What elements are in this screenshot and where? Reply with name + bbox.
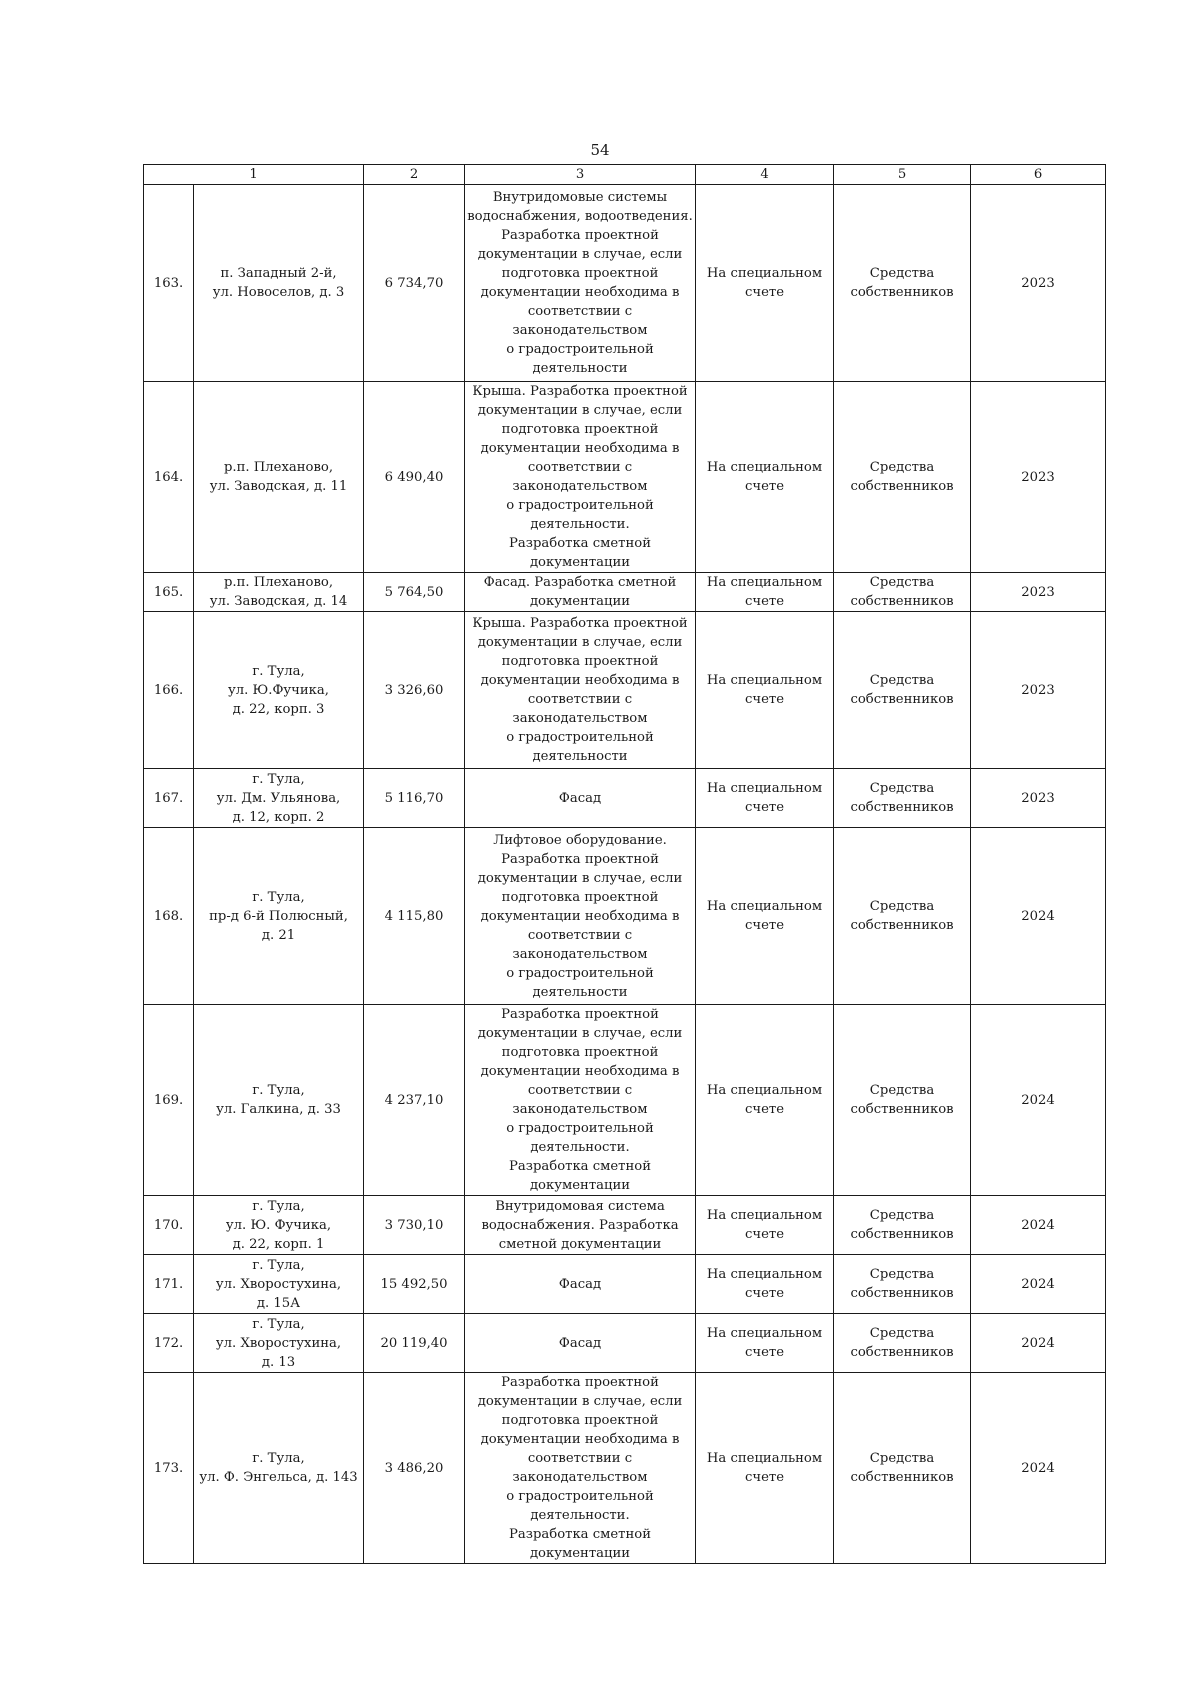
address-cell: г. Тула, ул. Галкина, д. 33 [194,1005,364,1196]
area-cell: 6 734,70 [364,185,465,382]
work-type-cell: Фасад. Разработка сметной документации [465,573,696,612]
funding-source-cell: Средства собственников [834,1196,971,1255]
work-type-cell: Крыша. Разработка проектной документации в случае, если подготовка проектной документации необходима в соответствии с законодательством о градостроительной деятельности [465,612,696,769]
table-row [144,1255,1106,1314]
address-cell: г. Тула, пр-д 6-й Полюсный, д. 21 [194,828,364,1005]
funding-account-cell: На специальном счете [696,1255,834,1314]
page-number: 54 [590,141,610,159]
funding-source-cell: Средства собственников [834,769,971,828]
work-type-cell: Лифтовое оборудование. Разработка проектной документации в случае, если подготовка проектной документации необходима в соответствии с законодательством о градостроительной деятельности [465,828,696,1005]
year-cell: 2023 [971,612,1106,769]
table-row [144,185,1106,382]
funding-source-cell: Средства собственников [834,185,971,382]
address-cell: г. Тула, ул. Ю. Фучика, д. 22, корп. 1 [194,1196,364,1255]
funding-account-cell: На специальном счете [696,1005,834,1196]
area-cell: 6 490,40 [364,382,465,573]
work-type-cell: Разработка проектной документации в случае, если подготовка проектной документации необходима в соответствии с законодательством о градостроительной деятельности. Разработка сметной документации [465,1005,696,1196]
year-cell: 2024 [971,828,1106,1005]
address-cell: р.п. Плеханово, ул. Заводская, д. 14 [194,573,364,612]
year-cell: 2024 [971,1005,1106,1196]
column-header-6: 6 [971,165,1106,185]
funding-source-cell: Средства собственников [834,1314,971,1373]
table-row [144,1314,1106,1373]
funding-account-cell: На специальном счете [696,612,834,769]
funding-account-cell: На специальном счете [696,1314,834,1373]
column-header-2: 2 [364,165,465,185]
funding-source-cell: Средства собственников [834,1373,971,1564]
table-row [144,1196,1106,1255]
row-number-cell: 170. [144,1196,194,1255]
address-cell: г. Тула, ул. Дм. Ульянова, д. 12, корп. 2 [194,769,364,828]
year-cell: 2024 [971,1373,1106,1564]
funding-account-cell: На специальном счете [696,382,834,573]
area-cell: 4 115,80 [364,828,465,1005]
table-row [144,769,1106,828]
work-type-cell: Фасад [465,1314,696,1373]
column-header-4: 4 [696,165,834,185]
row-number-cell: 173. [144,1373,194,1564]
work-type-cell: Крыша. Разработка проектной документации в случае, если подготовка проектной документации необходима в соответствии с законодательством о градостроительной деятельности. Разработка сметной документации [465,382,696,573]
column-header-5: 5 [834,165,971,185]
year-cell: 2024 [971,1196,1106,1255]
funding-source-cell: Средства собственников [834,1005,971,1196]
row-number-cell: 163. [144,185,194,382]
row-number-cell: 166. [144,612,194,769]
area-cell: 15 492,50 [364,1255,465,1314]
year-cell: 2023 [971,573,1106,612]
table-row [144,573,1106,612]
row-number-cell: 168. [144,828,194,1005]
capital-repair-table [143,164,1106,1564]
area-cell: 5 116,70 [364,769,465,828]
table-row [144,1373,1106,1564]
address-cell: г. Тула, ул. Хворостухина, д. 15А [194,1255,364,1314]
funding-account-cell: На специальном счете [696,1373,834,1564]
address-cell: г. Тула, ул. Ю.Фучика, д. 22, корп. 3 [194,612,364,769]
work-type-cell: Внутридомовые системы водоснабжения, водоотведения. Разработка проектной документации в случае, если подготовка проектной документации необходима в соответствии с законодательством о градостроительной деятельности [465,185,696,382]
funding-account-cell: На специальном счете [696,828,834,1005]
year-cell: 2024 [971,1314,1106,1373]
column-header-3: 3 [465,165,696,185]
row-number-cell: 167. [144,769,194,828]
table-header-row [144,165,1106,185]
row-number-cell: 165. [144,573,194,612]
area-cell: 3 730,10 [364,1196,465,1255]
work-type-cell: Внутридомовая система водоснабжения. Разработка сметной документации [465,1196,696,1255]
row-number-cell: 172. [144,1314,194,1373]
funding-account-cell: На специальном счете [696,1196,834,1255]
address-cell: р.п. Плеханово, ул. Заводская, д. 11 [194,382,364,573]
year-cell: 2023 [971,382,1106,573]
area-cell: 3 326,60 [364,612,465,769]
area-cell: 5 764,50 [364,573,465,612]
row-number-cell: 164. [144,382,194,573]
work-type-cell: Фасад [465,769,696,828]
funding-account-cell: На специальном счете [696,573,834,612]
row-number-cell: 169. [144,1005,194,1196]
area-cell: 20 119,40 [364,1314,465,1373]
funding-source-cell: Средства собственников [834,1255,971,1314]
table-row [144,828,1106,1005]
address-cell: г. Тула, ул. Ф. Энгельса, д. 143 [194,1373,364,1564]
address-cell: г. Тула, ул. Хворостухина, д. 13 [194,1314,364,1373]
work-type-cell: Разработка проектной документации в случае, если подготовка проектной документации необходима в соответствии с законодательством о градостроительной деятельности. Разработка сметной документации [465,1373,696,1564]
table-row [144,612,1106,769]
year-cell: 2023 [971,769,1106,828]
area-cell: 3 486,20 [364,1373,465,1564]
column-header-1: 1 [144,165,364,185]
funding-source-cell: Средства собственников [834,828,971,1005]
funding-source-cell: Средства собственников [834,612,971,769]
table-row [144,1005,1106,1196]
funding-source-cell: Средства собственников [834,573,971,612]
row-number-cell: 171. [144,1255,194,1314]
funding-account-cell: На специальном счете [696,185,834,382]
area-cell: 4 237,10 [364,1005,465,1196]
work-type-cell: Фасад [465,1255,696,1314]
table-row [144,382,1106,573]
address-cell: п. Западный 2-й, ул. Новоселов, д. 3 [194,185,364,382]
year-cell: 2024 [971,1255,1106,1314]
funding-account-cell: На специальном счете [696,769,834,828]
funding-source-cell: Средства собственников [834,382,971,573]
year-cell: 2023 [971,185,1106,382]
